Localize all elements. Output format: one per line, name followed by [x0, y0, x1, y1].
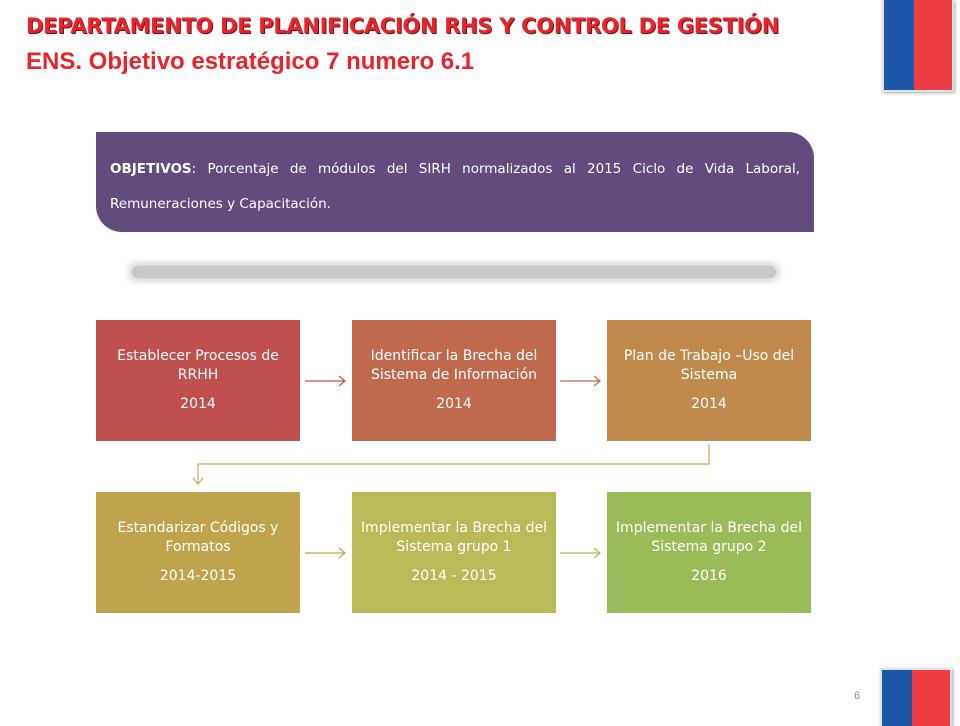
step-4-year: 2014-2015	[159, 568, 237, 584]
chile-flag-bottom-icon	[880, 668, 952, 726]
step-6-title: Implementar la Brecha del Sistema grupo 2	[615, 520, 803, 555]
page-number: 6	[854, 690, 861, 702]
step-6-year: 2016	[691, 568, 727, 584]
step-5-title: Implementar la Brecha del Sistema grupo 1	[360, 520, 548, 555]
step-2-year: 2014	[436, 396, 472, 412]
arrow-step2-step3	[560, 376, 600, 386]
step-1-year: 2014	[180, 396, 216, 412]
step-1-title: Establecer Procesos de RRHH	[117, 348, 279, 383]
page-subtitle: ENS. Objetivo estratégico 7 numero 6.1	[26, 48, 475, 75]
arrow-step3-step4	[193, 444, 709, 484]
arrow-step4-step5	[305, 548, 345, 558]
arrow-step1-step2	[305, 376, 345, 386]
step-5-year: 2014 - 2015	[411, 568, 497, 584]
page-title: DEPARTAMENTO DE PLANIFICACIÓN RHS Y CONTROL DE GESTIÓN	[26, 14, 779, 38]
objective-label: OBJETIVOS	[110, 161, 192, 177]
step-3-title: Plan de Trabajo –Uso del Sistema	[623, 348, 795, 383]
step-2-title: Identificar la Brecha del Sistema de Información	[370, 348, 538, 383]
objective-text: : Porcentaje de módulos del SIRH normalizados al 2015 Ciclo de Vida Laboral, Remuneraciones y Capacitación.	[110, 161, 800, 212]
arrow-step5-step6	[560, 548, 600, 558]
step-3-year: 2014	[691, 396, 727, 412]
step-4-title: Estandarizar Códigos y Formatos	[117, 520, 279, 555]
